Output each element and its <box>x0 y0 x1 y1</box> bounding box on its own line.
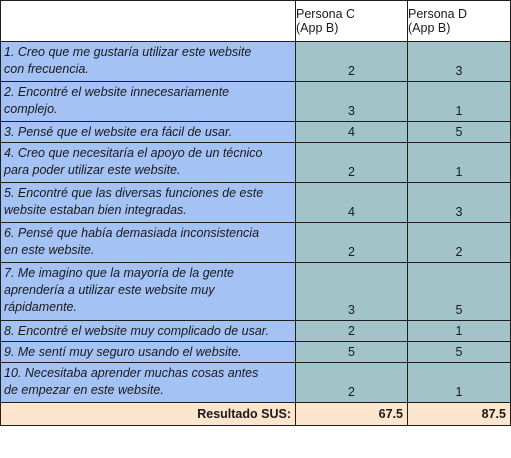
table-row <box>1 321 511 342</box>
header-persona-d[interactable] <box>408 1 511 42</box>
header-empty-cell[interactable] <box>1 1 296 42</box>
score-persona-d-10[interactable]: 1 <box>408 363 511 403</box>
question-text: 7. Me imagino que la mayoría de la gente <box>4 266 234 280</box>
table-row <box>1 342 511 363</box>
question-text: 4. Creo que necesitaría el apoyo de un técnico <box>4 146 263 160</box>
score-persona-d-9[interactable]: 5 <box>408 342 511 363</box>
question-text: website estaban bien integradas. <box>4 203 187 217</box>
score-persona-d-1[interactable]: 3 <box>408 42 511 82</box>
table-row <box>1 363 511 403</box>
score-persona-c-9[interactable]: 5 <box>296 342 408 363</box>
sus-result-row <box>1 403 511 426</box>
score-persona-c-1[interactable]: 2 <box>296 42 408 82</box>
question-text: en este website. <box>4 243 95 257</box>
header-persona-c[interactable] <box>296 1 408 42</box>
table-row <box>1 82 511 122</box>
question-text: 5. Encontré que las diversas funciones de este <box>4 186 264 200</box>
table-row <box>1 223 511 263</box>
score-persona-d-8[interactable]: 1 <box>408 321 511 342</box>
score-persona-c-8[interactable]: 2 <box>296 321 408 342</box>
header-persona-c-app: (App B) <box>296 21 339 35</box>
score-persona-c-7[interactable]: 3 <box>296 263 408 321</box>
table-row <box>1 42 511 82</box>
score-persona-c-3[interactable]: 4 <box>296 122 408 143</box>
question-text: 10. Necesitaba aprender muchas cosas antes <box>4 366 259 380</box>
score-persona-d-4[interactable]: 1 <box>408 143 511 183</box>
question-text: 2. Encontré el website innecesariamente <box>4 85 230 99</box>
question-text: aprendería a utilizar este website muy <box>4 283 215 297</box>
score-persona-c-10[interactable]: 2 <box>296 363 408 403</box>
question-text: 3. Pensé que el website era fácil de usar. <box>4 125 233 139</box>
table-row <box>1 143 511 183</box>
question-cell-7[interactable] <box>1 263 296 321</box>
question-text: rápidamente. <box>4 300 77 314</box>
sus-result-persona-d[interactable]: 87.5 <box>408 403 511 426</box>
question-text: 1. Creo que me gustaría utilizar este website <box>4 45 252 59</box>
question-cell-4[interactable] <box>1 143 296 183</box>
question-text: 8. Encontré el website muy complicado de usar. <box>4 324 269 338</box>
header-row <box>1 1 511 42</box>
question-cell-8[interactable] <box>1 321 296 342</box>
score-persona-d-7[interactable]: 5 <box>408 263 511 321</box>
header-persona-c-name: Persona C <box>296 7 356 21</box>
score-persona-c-6[interactable]: 2 <box>296 223 408 263</box>
question-text: de empezar en este website. <box>4 383 164 397</box>
table-row <box>1 263 511 321</box>
score-persona-d-2[interactable]: 1 <box>408 82 511 122</box>
header-persona-d-app: (App B) <box>408 21 451 35</box>
question-cell-3[interactable] <box>1 122 296 143</box>
score-persona-d-6[interactable]: 2 <box>408 223 511 263</box>
table-row <box>1 183 511 223</box>
table-row <box>1 122 511 143</box>
question-cell-1[interactable] <box>1 42 296 82</box>
question-cell-9[interactable] <box>1 342 296 363</box>
question-text: 9. Me sentí muy seguro usando el website. <box>4 345 242 359</box>
question-text: con frecuencia. <box>4 62 89 76</box>
sus-result-label[interactable]: Resultado SUS: <box>1 403 296 426</box>
score-persona-c-2[interactable]: 3 <box>296 82 408 122</box>
question-cell-5[interactable] <box>1 183 296 223</box>
question-cell-2[interactable] <box>1 82 296 122</box>
sus-result-persona-c[interactable]: 67.5 <box>296 403 408 426</box>
question-text: complejo. <box>4 102 58 116</box>
question-text: para poder utilizar este website. <box>4 163 181 177</box>
score-persona-d-5[interactable]: 3 <box>408 183 511 223</box>
header-persona-d-name: Persona D <box>408 7 468 21</box>
score-persona-d-3[interactable]: 5 <box>408 122 511 143</box>
score-persona-c-5[interactable]: 4 <box>296 183 408 223</box>
score-persona-c-4[interactable]: 2 <box>296 143 408 183</box>
question-cell-6[interactable] <box>1 223 296 263</box>
question-text: 6. Pensé que había demasiada inconsistencia <box>4 226 260 240</box>
question-cell-10[interactable] <box>1 363 296 403</box>
